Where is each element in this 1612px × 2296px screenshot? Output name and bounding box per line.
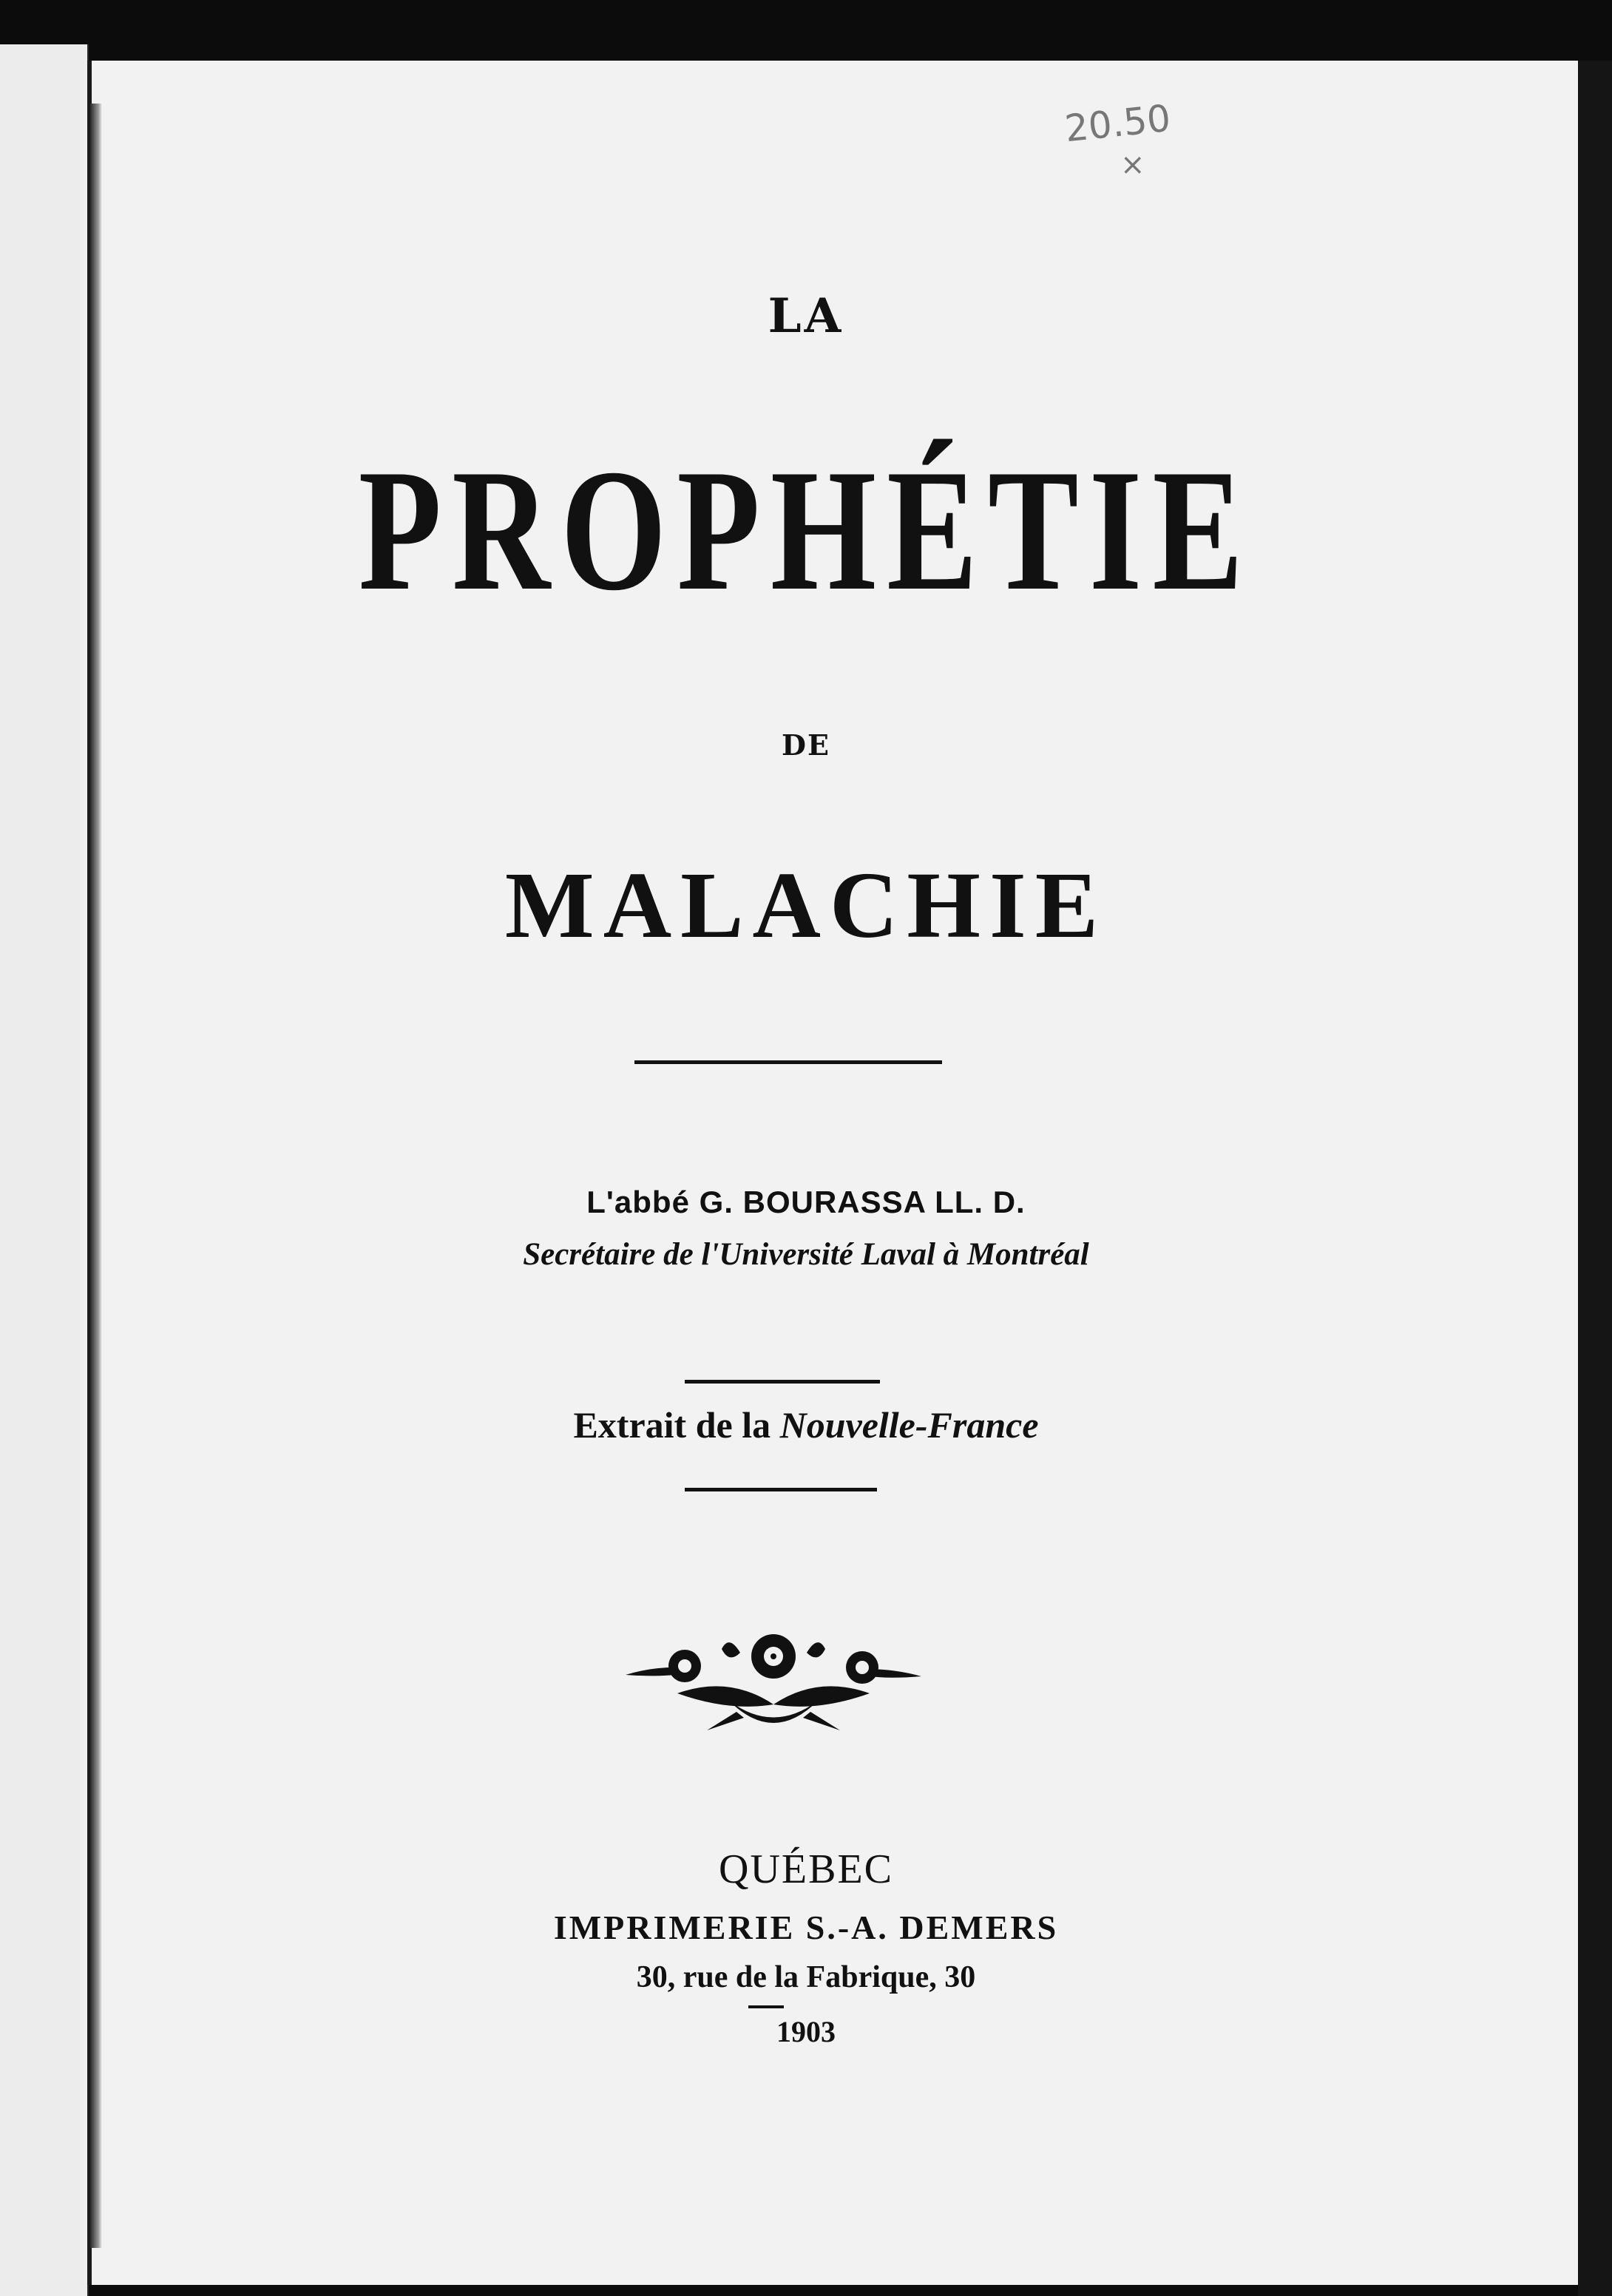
extract-prefix: Extrait de la: [573, 1404, 780, 1446]
author-role: Secrétaire de l'Université Laval à Montréal: [523, 1237, 1089, 1272]
printer-name: IMPRIMERIE S.-A. DEMERS: [553, 1909, 1059, 1946]
handwritten-price: 20.50: [1063, 96, 1173, 151]
title-page: [87, 61, 1587, 2285]
extract-note: [0, 1403, 1612, 1446]
extract-source: Nouvelle-France: [779, 1404, 1039, 1446]
title-preposition: DE: [782, 728, 830, 762]
divider-rule: [634, 1060, 942, 1064]
divider-rule-short-lower: [685, 1488, 877, 1491]
divider-rule-short: [685, 1380, 880, 1384]
publication-year: 1903: [776, 2015, 836, 2048]
facing-page-edge: [0, 44, 89, 2296]
author-name: L'abbé G. BOURASSA LL. D.: [586, 1185, 1026, 1219]
year-bar: [748, 2005, 784, 2008]
title-article: LA: [768, 288, 844, 344]
handwritten-mark: ×: [1120, 148, 1145, 182]
book-subject: MALACHIE: [504, 853, 1108, 958]
floral-ornament-icon: [618, 1623, 929, 1734]
printer-address: 30, rue de la Fabrique, 30: [636, 1960, 976, 1994]
publication-city: QUÉBEC: [719, 1846, 893, 1892]
book-title: PROPHÉTIE: [358, 434, 1254, 627]
